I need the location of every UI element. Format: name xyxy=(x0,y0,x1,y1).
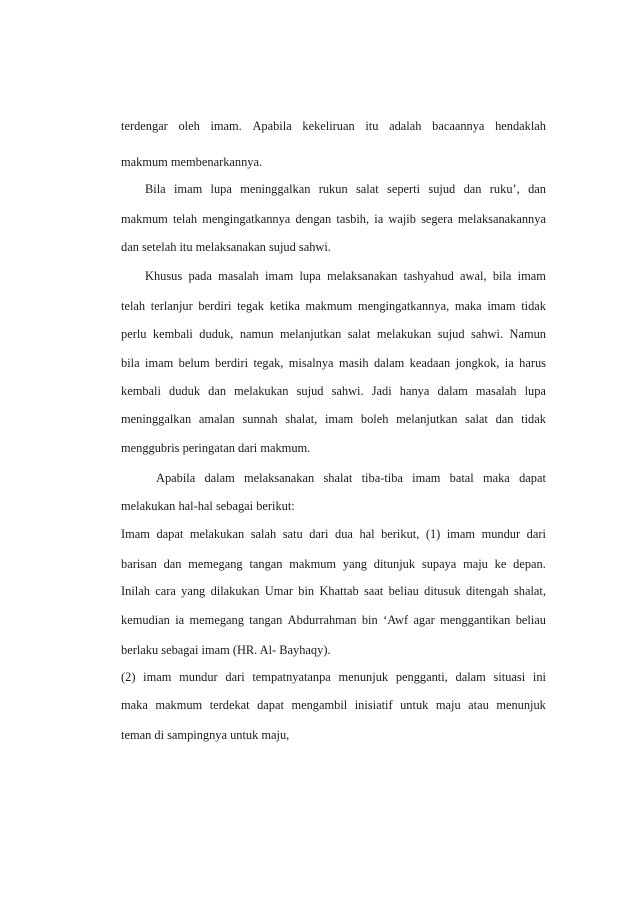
text-line: melakukan hal-hal sebagai berikut: xyxy=(121,499,295,513)
text-line: bila imam belum berdiri tegak, misalnya masih dalam keadaan jongkok, ia harus xyxy=(121,356,546,370)
text-line: (2) imam mundur dari tempatnyatanpa menunjuk pengganti, dalam situasi ini xyxy=(121,670,546,684)
text-line: telah terlanjur berdiri tegak ketika makmum mengingatkannya, maka imam tidak xyxy=(121,299,546,313)
text-line: menggubris peringatan dari makmum. xyxy=(121,441,311,455)
text-line: barisan dan memegang tangan makmum yang ditunjuk supaya maju ke depan. xyxy=(121,557,546,571)
text-line: teman di sampingnya untuk maju, xyxy=(121,728,290,742)
text-line: Apabila dalam melaksanakan shalat tiba-tiba imam batal maka dapat xyxy=(156,471,546,485)
text-line: Inilah cara yang dilakukan Umar bin Khattab saat beliau ditusuk ditengah shalat, xyxy=(121,584,546,598)
text-line: maka makmum terdekat dapat mengambil inisiatif untuk maju atau menunjuk xyxy=(121,698,546,712)
text-line: Bila imam lupa meninggalkan rukun salat seperti sujud dan ruku’, dan xyxy=(145,182,546,196)
text-line: perlu kembali duduk, namun melanjutkan salat melakukan sujud sahwi. Namun xyxy=(121,327,546,341)
text-line: makmum membenarkannya. xyxy=(121,155,263,169)
text-line: dan setelah itu melaksanakan sujud sahwi. xyxy=(121,240,331,254)
text-line: meninggalkan amalan sunnah shalat, imam boleh melanjutkan salat dan tidak xyxy=(121,412,546,426)
text-line: Imam dapat melakukan salah satu dari dua hal berikut, (1) imam mundur dari xyxy=(121,527,546,541)
text-line: makmum telah mengingatkannya dengan tasbih, ia wajib segera melaksanakannya xyxy=(121,212,546,226)
text-line: kemudian ia memegang tangan Abdurrahman bin ‘Awf agar menggantikan beliau xyxy=(121,613,546,627)
text-line: berlaku sebagai imam (HR. Al- Bayhaqy). xyxy=(121,643,331,657)
text-line: terdengar oleh imam. Apabila kekeliruan itu adalah bacaannya hendaklah xyxy=(121,119,546,133)
text-line: Khusus pada masalah imam lupa melaksanakan tashyahud awal, bila imam xyxy=(145,269,546,283)
text-line: kembali duduk dan melakukan sujud sahwi. Jadi hanya dalam masalah lupa xyxy=(121,384,546,398)
